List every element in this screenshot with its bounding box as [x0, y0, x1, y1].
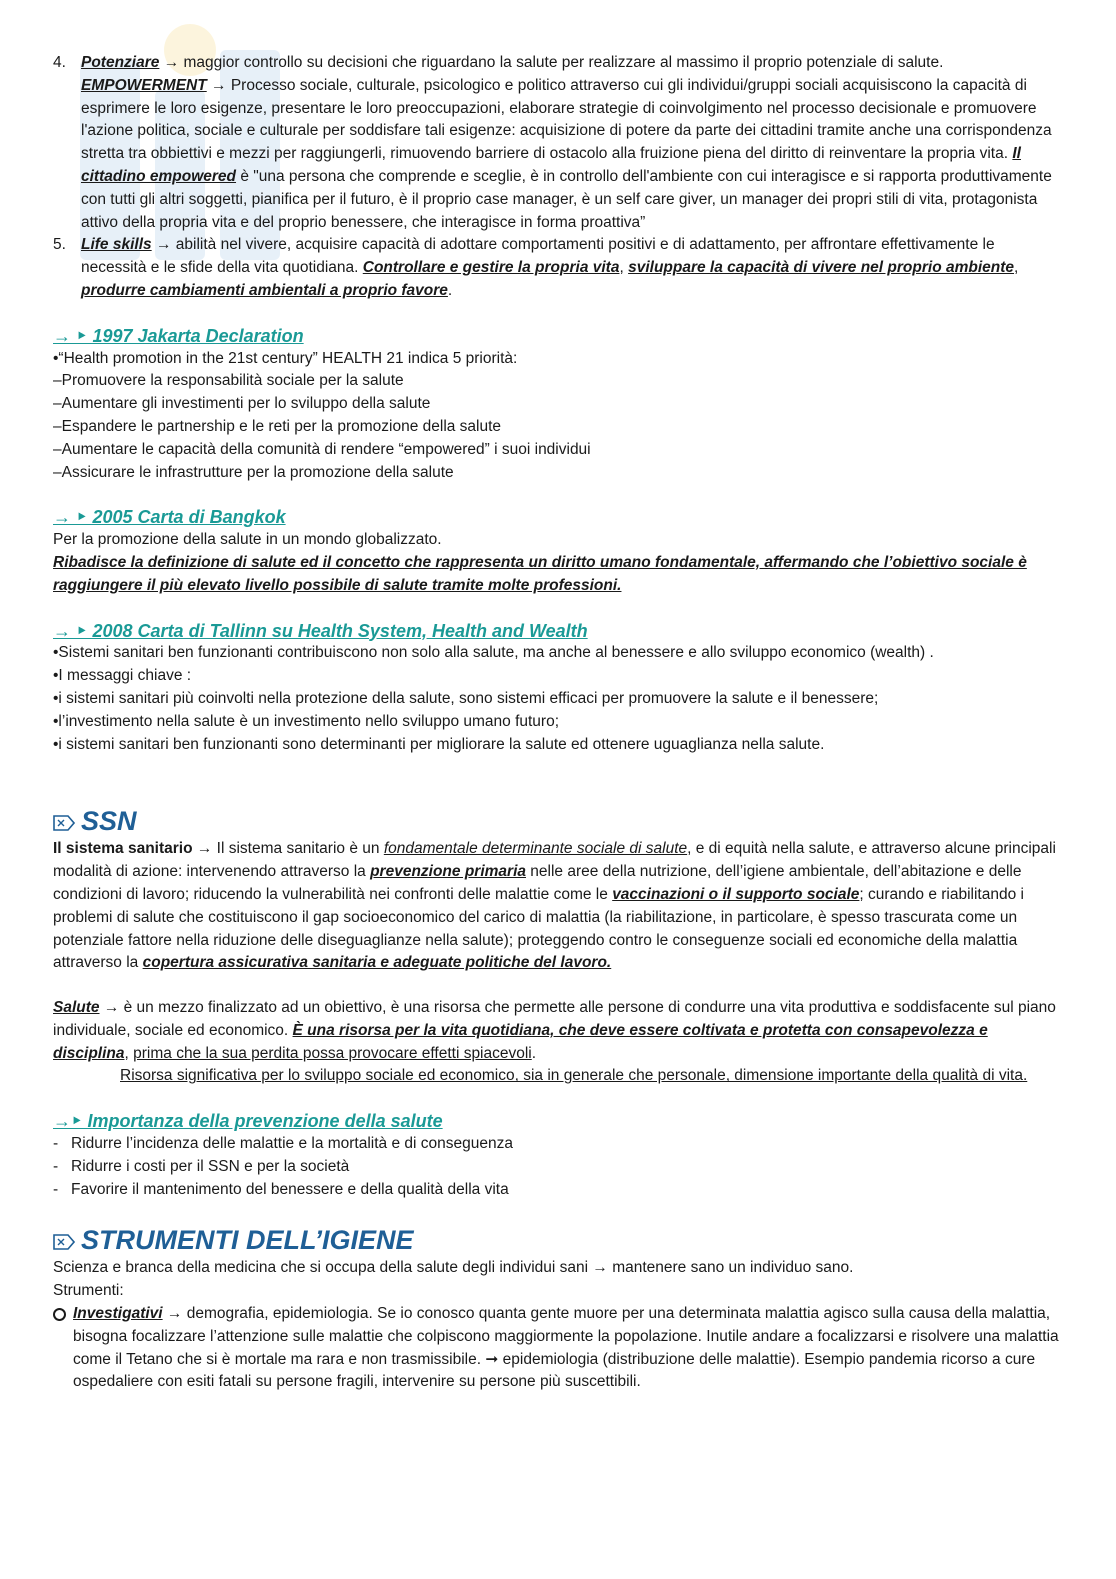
ssn-t3: nelle aree della nutrizione, dell’igiene ambientale, dell’abitazione e delle condizioni di lavoro; riducendo la vulnerabilità nei confronti delle malattie come le	[53, 863, 1022, 903]
list-number: 5.	[53, 236, 66, 254]
investigativi-text: → demografia, epidemiologia. Se io conosco quanta gente muore per una determinata malattia agisco sulla causa della malattia, bisogna focalizzare l’attenzione sulle malattie che colpiscono maggiormente la popolazione. Inutile andare a focalizzarsi e risolvere una malattia come il Tetano che si è mortale ma rara e non trasmissibile. ➞ epidemiologia (distribuzione delle malattie). Esempio pandemia ricorso a cure ospedaliere con esiti fatali su persone fragili, intervenire su persone più suscettibili.	[73, 1305, 1059, 1391]
ssn-t1: → Il sistema sanitario è un	[192, 840, 384, 858]
empowerment-text: → Processo sociale, culturale, psicologico e politico attraverso cui gli individui/gruppi sociali acquisiscono la capacità di esprimere le loro esigenze, presentare le loro preoccupazioni, elaborare strategie di coinvolgimento nel processo decisionale e promuovere l'azione politica, sociale e culturale per soddisfare tali esigenze: acquisizione di potere da parte dei cittadini tramite anche una corrispondenza stretta tra obbiettivi e mezzi per raggiungerli, rimuovendo barriere di ostacolo alla fruizione piena del diritto di reinventare la propria vita.	[81, 76, 1052, 163]
jakarta-heading: → ‣ 1997 Jakarta Declaration	[53, 325, 304, 346]
prevenzione-list	[53, 1133, 1063, 1201]
list-item: - Favorire il mantenimento del benessere e della qualità della vita	[53, 1179, 1063, 1202]
life-skills-b2: sviluppare la capacità di vivere nel proprio ambiente	[628, 259, 1015, 277]
term-cittadino-empowered: Il cittadino empowered	[81, 145, 1021, 185]
jakarta-item: –Aumentare le capacità della comunità di rendere “empowered” i suoi individui	[53, 440, 591, 458]
circle-bullet-icon	[53, 1308, 66, 1321]
risorsa-paragraph	[53, 1065, 1063, 1088]
bangkok-bold: Ribadisce la definizione di salute ed il concetto che rappresenta un diritto umano fondamentale, affermando che l’obiettivo sociale è raggiungere il più elevato livello possibile di salute tramite molte professioni.	[53, 553, 1027, 594]
strumenti-title: STRUMENTI DELL’IGIENE	[81, 1225, 414, 1256]
term-investigativi: Investigativi	[73, 1305, 163, 1323]
tallinn-item: •i sistemi sanitari ben funzionanti sono determinanti per migliorare la salute ed ottenere uguaglianza nella salute.	[53, 735, 825, 753]
list-item-5	[53, 234, 1063, 302]
sep: ,	[619, 259, 629, 277]
strumenti-label: Strumenti:	[53, 1282, 124, 1300]
end: .	[531, 1044, 537, 1062]
term-life-skills: Life skills	[81, 236, 152, 254]
bangkok-text: Per la promozione della salute in un mondo globalizzato.	[53, 531, 442, 549]
ssn-b3: copertura assicurativa sanitaria e adeguate politiche del lavoro.	[142, 954, 612, 972]
term-potenziare: Potenziare	[81, 54, 160, 71]
jakarta-item: –Promuovere la responsabilità sociale per la salute	[53, 372, 404, 390]
strumenti-item-investigativi	[53, 1303, 1063, 1394]
bangkok-heading: → ‣ 2005 Carta di Bangkok	[53, 507, 286, 528]
ssn-u1: fondamentale determinante sociale di salute	[383, 840, 688, 858]
list-item-4	[53, 52, 1063, 234]
salute-bold: È una risorsa per la vita quotidiana, che deve essere coltivata e protetta con consapevolezza e disciplina	[53, 1021, 988, 1062]
sep: ,	[1014, 259, 1019, 277]
tallinn-item: •I messaggi chiave :	[53, 667, 192, 685]
item4-text: → maggior controllo su decisioni che riguardano la salute per realizzare al massimo il proprio potenziale di salute.	[159, 54, 944, 71]
tallinn-item: •i sistemi sanitari più coinvolti nella protezione della salute, sono sistemi efficaci per promuovere la salute e il benessere;	[53, 689, 879, 707]
tallinn-item: •l’investimento nella salute è un investimento nello sviluppo umano futuro;	[53, 712, 560, 730]
tag-icon	[53, 1234, 75, 1250]
risorsa-text: Risorsa significativa per lo sviluppo sociale ed economico, sia in generale che personale, dimensione importante della qualità di vita	[120, 1067, 1023, 1085]
cittadino-text: è "una persona che comprende e sceglie, è in controllo dell'ambiente con cui interagisce e si rapporta produttivamente con tutti gli altri soggetti, pianifica per il futuro, è il proprio case manager, è un self care giver, un manager dei propri stili di vita, protagonista attivo della propria vita e del proprio benessere, che interagisce in forma proattiva”	[81, 167, 1052, 231]
tag-icon	[53, 815, 75, 831]
sep: ,	[124, 1044, 134, 1062]
ssn-lead: Il sistema sanitario	[53, 840, 193, 858]
salute-t1: → è un mezzo finalizzato ad un obiettivo, è una risorsa che permette alle persone di condurre una vita produttiva e soddisfacente sul piano individuale, sociale ed economico.	[53, 999, 1056, 1039]
ssn-b2: vaccinazioni o il supporto sociale	[612, 885, 860, 903]
ssn-heading	[53, 804, 1063, 838]
jakarta-item: –Assicurare le infrastrutture per la promozione della salute	[53, 463, 454, 481]
numbered-list	[53, 52, 1063, 303]
salute-underline: prima che la sua perdita possa provocare effetti spiacevoli	[133, 1044, 532, 1062]
ssn-paragraph	[53, 838, 1063, 975]
jakarta-intro: •“Health promotion in the 21st century” HEALTH 21 indica 5 priorità:	[53, 349, 518, 367]
list-number: 4.	[53, 54, 66, 71]
salute-paragraph	[53, 997, 1063, 1065]
strumenti-intro: Scienza e branca della medicina che si occupa della salute degli individui sani → mantenere sano un individuo sano.	[53, 1259, 854, 1277]
life-skills-text: → abilità nel vivere, acquisire capacità di adottare comportamenti positivi e di adattamento, per affrontare effettivamente le necessità e le sfide della vita quotidiana.	[81, 236, 995, 277]
end: .	[1022, 1067, 1028, 1085]
life-skills-b1: Controllare e gestire la propria vita	[362, 259, 620, 277]
list-item: - Ridurre i costi per il SSN e per la società	[53, 1156, 1063, 1179]
ssn-t2: , e di equità nella salute, e attraverso alcune principali modalità di azione: intervenendo attraverso la	[53, 840, 1056, 881]
prevenzione-heading: →‣ Importanza della prevenzione della salute	[53, 1111, 443, 1132]
ssn-b1: prevenzione primaria	[370, 863, 526, 881]
ssn-t4: ; curando e riabilitando i problemi di salute che costituiscono il gap socioeconomico del carico di malattia (la riabilitazione, in particolare, è spesso trascurata come un potenziale fattore nella riduzione delle diseguaglianze nella salute); proteggendo contro le conseguenze sociali ed economiche della malattia attraverso la	[53, 885, 1024, 972]
ssn-title: SSN	[81, 806, 137, 837]
tallinn-heading: → ‣ 2008 Carta di Tallinn su Health System, Health and Wealth	[53, 620, 588, 641]
strumenti-heading	[53, 1223, 1063, 1257]
term-empowerment: EMPOWERMENT	[81, 76, 207, 94]
jakarta-item: –Aumentare gli investimenti per lo sviluppo della salute	[53, 395, 431, 413]
document-content	[53, 52, 1063, 1394]
list-item: - Ridurre l’incidenza delle malattie e la mortalità e di conseguenza	[53, 1133, 1063, 1156]
end: .	[447, 281, 453, 299]
life-skills-b3: produrre cambiamenti ambientali a proprio favore	[81, 281, 448, 299]
tallinn-item: •Sistemi sanitari ben funzionanti contribuiscono non solo alla salute, ma anche al benessere e allo sviluppo economico (wealth) .	[53, 644, 934, 662]
term-salute: Salute	[53, 999, 100, 1017]
jakarta-item: –Espandere le partnership e le reti per la promozione della salute	[53, 417, 502, 435]
